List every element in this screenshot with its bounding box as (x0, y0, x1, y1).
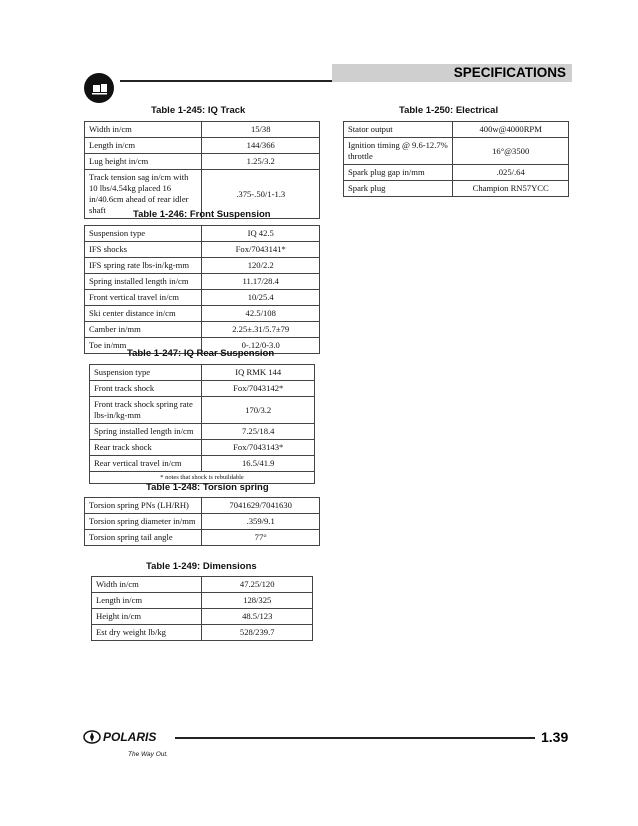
table-row (344, 165, 569, 181)
spec-label: Front track shock spring rate lbs-in/kg-mm (90, 397, 202, 424)
spec-value: 120/2.2 (202, 258, 320, 274)
front-suspension-caption: Table 1-246: Front Suspension (133, 209, 271, 220)
spec-label: Torsion spring PNs (LH/RH) (85, 498, 202, 514)
spec-value: .375-.50/1-1.3 (202, 170, 320, 219)
spec-label: Length in/cm (92, 593, 202, 609)
spec-label: Rear track shock (90, 440, 202, 456)
spec-value: .025/.64 (453, 165, 569, 181)
spec-value: Fox/7043143* (202, 440, 315, 456)
table-row (85, 274, 320, 290)
spec-value: 144/366 (202, 138, 320, 154)
rear-suspension-caption: Table 1-247: IQ Rear Suspension (127, 348, 275, 359)
spec-label: Camber in/mm (85, 322, 202, 338)
spec-label: Lug height in/cm (85, 154, 202, 170)
table-row (85, 122, 320, 138)
torsion-spring-caption: Table 1-248: Torsion spring (146, 482, 269, 493)
spec-label: Length in/cm (85, 138, 202, 154)
table-row (344, 181, 569, 197)
spec-label: Rear vertical travel in/cm (90, 456, 202, 472)
spec-label: Stator output (344, 122, 453, 138)
spec-value: 528/239.7 (202, 625, 313, 641)
table-row (92, 609, 313, 625)
front-suspension-table (84, 225, 320, 354)
iq-track-table (84, 121, 320, 219)
logo-tagline: The Way Out. (128, 751, 168, 758)
header-rule (120, 80, 332, 82)
logo-wordmark: POLARIS (103, 730, 157, 744)
spec-label: Suspension type (85, 226, 202, 242)
spec-value: Champion RN57YCC (453, 181, 569, 197)
table-row (85, 530, 320, 546)
spec-value: 400w@4000RPM (453, 122, 569, 138)
table-row (92, 593, 313, 609)
table-row (90, 397, 315, 424)
spec-label: Ski center distance in/cm (85, 306, 202, 322)
torsion-spring-table (84, 497, 320, 546)
table-row (344, 138, 569, 165)
spec-value: IQ 42.5 (202, 226, 320, 242)
dimensions-table (91, 576, 313, 641)
footer-rule (175, 737, 535, 739)
iq-track-caption: Table 1-245: IQ Track (151, 105, 246, 116)
table-row (344, 122, 569, 138)
spec-value: 15/38 (202, 122, 320, 138)
spec-label: Torsion spring diameter in/mm (85, 514, 202, 530)
spec-value: 128/325 (202, 593, 313, 609)
table-row (85, 306, 320, 322)
spec-value: Fox/7043142* (202, 381, 315, 397)
spec-value: 48.5/123 (202, 609, 313, 625)
spec-label: Track tension sag in/cm with 10 lbs/4.54kg placed 16 in/40.6cm ahead of rear idler shaft (85, 170, 202, 219)
spec-value: 2.25±.31/5.7±79 (202, 322, 320, 338)
spec-label: Spark plug gap in/mm (344, 165, 453, 181)
spec-label: Suspension type (90, 365, 202, 381)
spec-label: Width in/cm (85, 122, 202, 138)
spec-value: IQ RMK 144 (202, 365, 315, 381)
section-header-band (332, 64, 572, 82)
polaris-logo (82, 727, 172, 768)
table-row (90, 440, 315, 456)
table-row (85, 258, 320, 274)
spec-value: 11.17/28.4 (202, 274, 320, 290)
spec-label: Torsion spring tail angle (85, 530, 202, 546)
table-row (92, 625, 313, 641)
spec-label: IFS shocks (85, 242, 202, 258)
spec-value: 47.25/120 (202, 577, 313, 593)
table-row (85, 290, 320, 306)
table-row (90, 381, 315, 397)
table-row (85, 226, 320, 242)
spec-value: .359/9.1 (202, 514, 320, 530)
spec-value: 10/25.4 (202, 290, 320, 306)
electrical-table (343, 121, 569, 197)
spec-label: Spark plug (344, 181, 453, 197)
spec-value: 77° (202, 530, 320, 546)
table-row (85, 138, 320, 154)
table-row (85, 498, 320, 514)
spec-value: 16°@3500 (453, 138, 569, 165)
spec-value: 170/3.2 (202, 397, 315, 424)
spec-label: Ignition timing @ 9.6-12.7% throttle (344, 138, 453, 165)
table-row (85, 514, 320, 530)
spec-label: Spring installed length in/cm (85, 274, 202, 290)
page-number: 1.39 (541, 729, 569, 745)
snowmobile-icon (84, 73, 114, 103)
rear-suspension-table (89, 364, 315, 484)
table-row (85, 322, 320, 338)
table-row (85, 242, 320, 258)
spec-label: Width in/cm (92, 577, 202, 593)
spec-label: Toe in/mm (85, 338, 202, 354)
spec-label: Front vertical travel in/cm (85, 290, 202, 306)
spec-label: Height in/cm (92, 609, 202, 625)
spec-label: Front track shock (90, 381, 202, 397)
section-title: SPECIFICATIONS (453, 65, 566, 80)
spec-label: Spring installed length in/cm (90, 424, 202, 440)
table-row (90, 365, 315, 381)
electrical-caption: Table 1-250: Electrical (399, 105, 499, 116)
spec-value: Fox/7043141* (202, 242, 320, 258)
spec-value: 7.25/18.4 (202, 424, 315, 440)
table-row (90, 456, 315, 472)
spec-value: 16.5/41.9 (202, 456, 315, 472)
spec-value: 7041629/7041630 (202, 498, 320, 514)
table-row (85, 154, 320, 170)
spec-label: Est dry weight lb/kg (92, 625, 202, 641)
spec-value: 1.25/3.2 (202, 154, 320, 170)
table-footnote: * notes that shock is rebuildable (90, 472, 315, 484)
spec-label: IFS spring rate lbs-in/kg-mm (85, 258, 202, 274)
dimensions-caption: Table 1-249: Dimensions (146, 561, 257, 572)
table-row (90, 424, 315, 440)
table-row (92, 577, 313, 593)
spec-value: 0-.12/0-3.0 (202, 338, 320, 354)
spec-value: 42.5/108 (202, 306, 320, 322)
